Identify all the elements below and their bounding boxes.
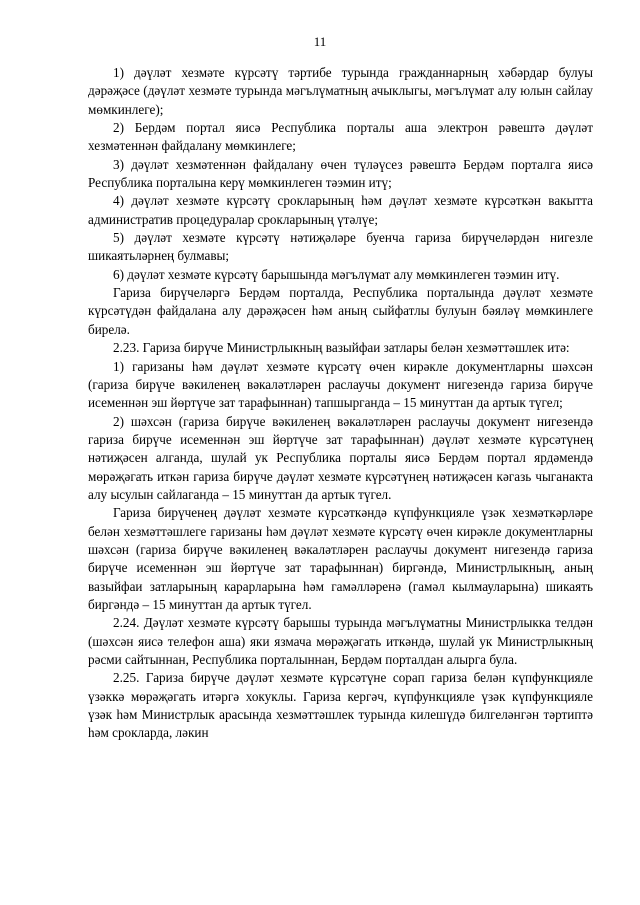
document-body bbox=[88, 64, 593, 743]
paragraph: Гариза бирүченең дәүләт хезмәте күрсәткәндә күпфункцияле үзәк хезмәткәрләре белән хезмәттәшлеге гаризаны һәм дәүләт хезмәте күрсәтү өчен кирәкле документларны шәхсән (гариза бирүче вәкиленең вәкаләтләрен раслаучы документ нигезендә гариза бирүче исеменнән эш йөртүче зат тарафыннан) биргәндә, Министрлыкның, аның вазыйфаи затларының карарларына һәм гамәлләренә (гамәл кылмауларына) шикаять биргәндә – 15 минуттан да артык түгел. bbox=[88, 505, 593, 612]
paragraph: 6) дәүләт хезмәте күрсәтү барышында мәгълүмат алу мөмкинлеген тәэмин итү. bbox=[113, 266, 560, 282]
page-number: 11 bbox=[313, 34, 327, 49]
paragraph: 3) дәүләт хезмәтеннән файдалану өчен түләүсез рәвештә Бердәм порталга яисә Республика порталына керү мөмкинлеген тәэмин итү; bbox=[88, 156, 593, 191]
paragraph: 4) дәүләт хезмәте күрсәтү срокларының һәм дәүләт хезмәте күрсәткән вакытта административ процедуралар срокларының үтәлүе; bbox=[88, 193, 593, 227]
paragraph: 1) гаризаны һәм дәүләт хезмәте күрсәтү өчен кирәкле документларны шәхсән (гариза бирүче вәкиленең вәкаләтләрен раслаучы документ нигезендә гариза бирүче исеменнән эш йөртүче зат тарафыннан) тапшырганда – 15 минуттан да артык түгел; bbox=[88, 358, 593, 411]
paragraph: 2) шәхсән (гариза бирүче вәкиленең вәкаләтләрен раслаучы документ нигезендә гариза бирүче исеменнән эш йөртүче зат тарафыннан) дәүләт хезмәте күрсәтүнең нәтиҗәсен алганда, шулай ук Республика порталы яисә Бердәм портал ярдәмендә мөрәҗәгать иткән гариза бирүче дәүләт хезмәте күрсәтүнең нәтиҗәсен кәгазь чыганакта алу ысулын сайлаганда – 15 минуттан да артык түгел. bbox=[88, 413, 593, 502]
paragraph: 2) Бердәм портал яисә Республика порталы аша электрон рәвештә дәүләт хезмәтеннән файдалану мөмкинлеге; bbox=[88, 120, 593, 154]
paragraph: Гариза бирүчеләргә Бердәм порталда, Республика порталында дәүләт хезмәте күрсәтүдән файдалана алу дәрәҗәсен һәм аның сыйфатлы булуын бәяләү мөмкинлеге бирелә. bbox=[88, 285, 593, 337]
section-paragraph: 2.25. Гариза бирүче дәүләт хезмәте күрсәтүне сорап гариза белән күпфункцияле үзәккә мөрәҗәгать итәргә хокуклы. Гариза кергәч, күпфункцияле үзәк күпфункцияле үзәк һәм Министрлык арасында хезмәттәшлек турында килешүдә билгеләнгән тәртиптә һәм срокларда, ләкин bbox=[88, 670, 593, 741]
paragraph: 5) дәүләт хезмәте күрсәтү нәтиҗәләре буенча гариза бирүчеләрдән нигезле шикаятьләрнең булмавы; bbox=[88, 230, 593, 264]
paragraph: 1) дәүләт хезмәте күрсәтү тәртибе турында гражданнарның хәбәрдар булуы дәрәҗәсе (дәүләт хезмәте турында мәгълүматның ачыклыгы, мәгълүмат алу юлын сайлау мөмкинлеге); bbox=[88, 65, 593, 117]
section-heading: 2.23. Гариза бирүче Министрлыкның вазыйфаи затлары белән хезмәттәшлек итә: bbox=[113, 340, 570, 356]
section-paragraph: 2.24. Дәүләт хезмәте күрсәтү барышы турында мәгълүматны Министрлыкка телдән (шәхсән яисә телефон аша) яки язмача мөрәҗәгать иткәндә, шулай ук Министрлыкның рәсми сайтыннан, Республика порталыннан, Бердәм порталдан алырга була. bbox=[88, 615, 593, 667]
